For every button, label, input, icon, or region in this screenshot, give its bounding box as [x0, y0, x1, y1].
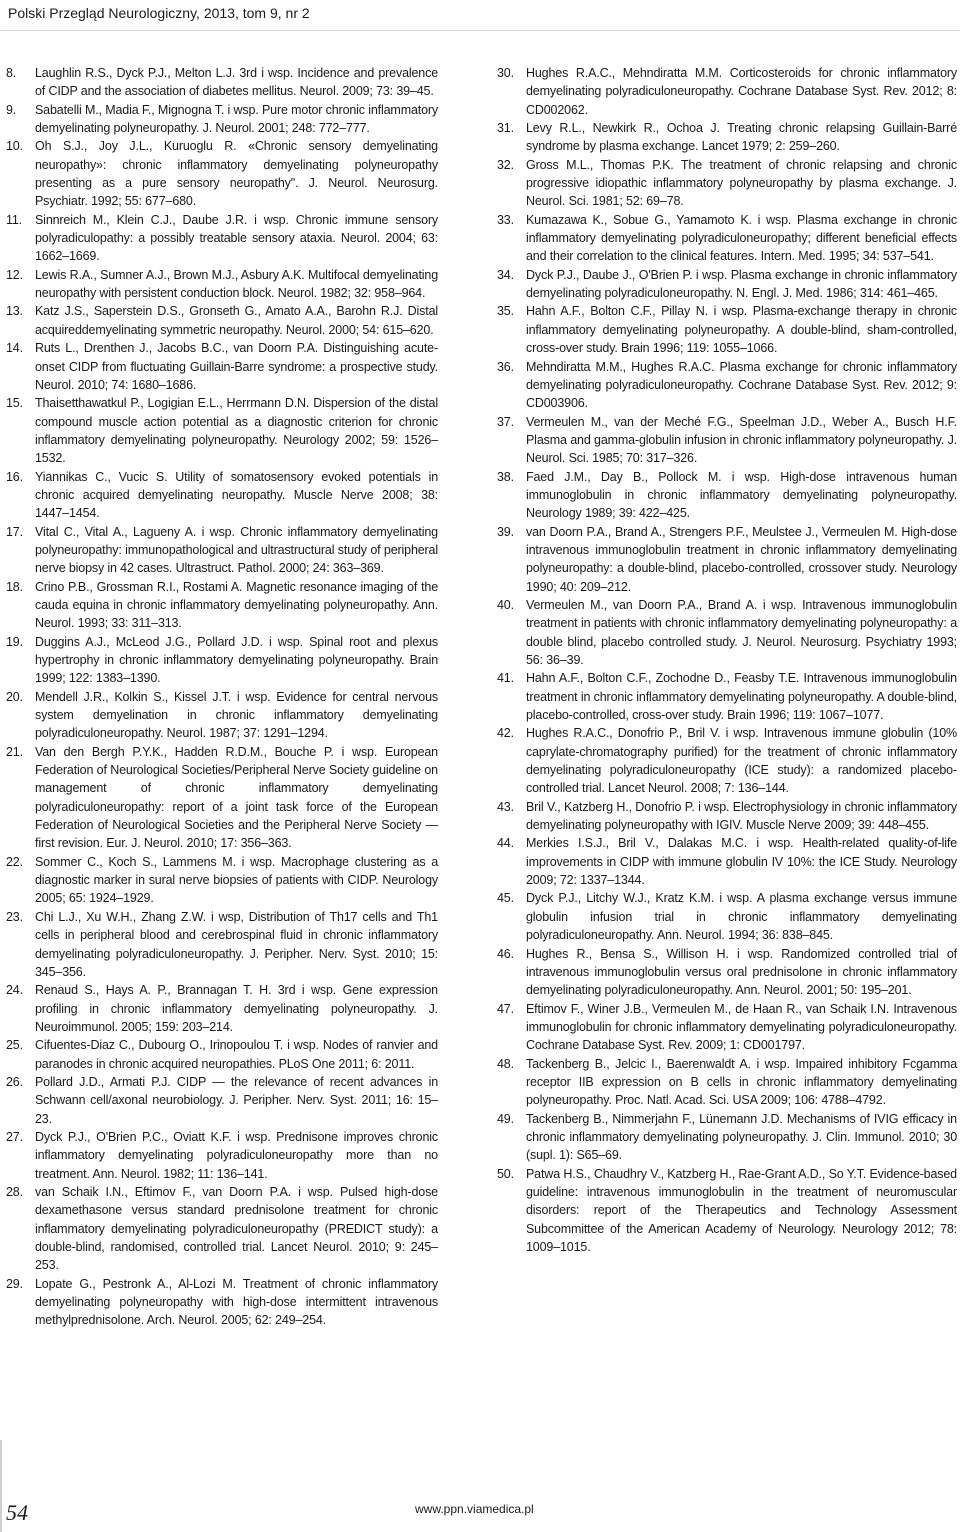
reference-text: Tackenberg B., Jelcic I., Baerenwaldt A. i wsp. Impaired inhibitory Fcgamma receptor IIB expression on B cells in chronic inflammatory demyelinating polyneuropathy. Proc. Natl. Acad. Sci. USA 2009; 106: 4788–4792. — [526, 1056, 957, 1108]
reference-text: Dyck P.J., Litchy W.J., Kratz K.M. i wsp. A plasma exchange versus immune globulin infusion trial in chronic inflammatory demyelinating polyradiculoneuropathy. Ann. Neurol. 1994; 36: 838–845. — [526, 891, 957, 943]
reference-text: Patwa H.S., Chaudhry V., Katzberg H., Rae-Grant A.D., So Y.T. Evidence-based guideline: intravenous immunoglobulin in the treatment of neuromuscular disorders: report of the Therapeutics and Technology Assessment Subcommittee of the American Academy of Neurology. Neurology 2012; 78: 1009–1015. — [526, 1166, 957, 1254]
reference-item — [497, 523, 957, 596]
reference-number: 43. — [497, 799, 514, 814]
reference-item — [497, 64, 957, 119]
reference-text: Oh S.J., Joy J.L., Kuruoglu R. «Chronic sensory demyelinating neuropathy»: chronic inflammatory demyelinating polyneuropathy presenting as a pure sensory neuropathy". J. Neurol. Neurosurg. Psychiatr. 1992; 55: 677–680. — [35, 139, 438, 209]
reference-item — [6, 468, 438, 523]
reference-item — [6, 101, 438, 138]
reference-item — [497, 211, 957, 266]
reference-item — [6, 853, 438, 908]
reference-number: 17. — [6, 524, 23, 539]
page-number: 54 — [6, 1500, 28, 1525]
reference-item — [6, 1128, 438, 1183]
reference-item — [6, 908, 438, 981]
reference-item — [497, 889, 957, 944]
reference-text: Dyck P.J., O'Brien P.C., Oviatt K.F. i wsp. Prednisone improves chronic inflammatory demyelinating polyradiculoneuropathy more than no treatment. Ann. Neurol. 1982; 11: 136–141. — [35, 1129, 438, 1181]
reference-text: Chi L.J., Xu W.H., Zhang Z.W. i wsp, Distribution of Th17 cells and Th1 cells in peripheral blood and cerebrospinal fluid in chronic inflammatory demyelinating polyradiculoneuropathy. J. Peripher. Nerv. Syst. 2010; 15: 345–356. — [35, 909, 438, 979]
reference-number: 30. — [497, 66, 514, 80]
reference-text: Duggins A.J., McLeod J.G., Pollard J.D. i wsp. Spinal root and plexus hypertrophy in chronic inflammatory demyelinating polyneuropathy. Brain 1999; 122: 1383–1390. — [35, 634, 438, 686]
reference-number: 25. — [6, 1038, 23, 1053]
reference-number: 36. — [497, 359, 514, 374]
reference-item — [497, 1000, 957, 1055]
reference-text: Katz J.S., Saperstein D.S., Gronseth G., Amato A.A., Barohn R.J. Distal acquireddemyelinating symmetric neuropathy. Neurol. 2000; 54: 615–620. — [35, 304, 438, 337]
reference-item — [6, 1073, 438, 1128]
reference-number: 50. — [497, 1166, 514, 1181]
reference-item — [6, 578, 438, 633]
reference-item — [497, 119, 957, 156]
reference-text: Hahn A.F., Bolton C.F., Pillay N. i wsp. Plasma-exchange therapy in chronic inflammatory demyelinating polyneuropathy. A double-blind, sham-controlled, cross-over study. Brain 1996; 119: 1055–1066. — [526, 304, 957, 356]
reference-number: 14. — [6, 341, 23, 356]
journal-header — [0, 0, 960, 30]
reference-text: Laughlin R.S., Dyck P.J., Melton L.J. 3rd i wsp. Incidence and prevalence of CIDP and the association of diabetes mellitus. Neurol. 2009; 73: 39–45. — [35, 66, 438, 99]
reference-number: 27. — [6, 1129, 23, 1144]
reference-number: 24. — [6, 983, 23, 998]
reference-number: 34. — [497, 267, 514, 282]
reference-item — [497, 798, 957, 835]
reference-item — [6, 137, 438, 210]
reference-text: Ruts L., Drenthen J., Jacobs B.C., van Doorn P.A. Distinguishing acute-onset CIDP from fluctuating Guillain-Barre syndrome: a prospective study. Neurol. 2010; 74: 1680–1686. — [35, 341, 438, 392]
reference-text: Bril V., Katzberg H., Donofrio P. i wsp. Electrophysiology in chronic inflammatory demyelinating polyneuropathy with IGIV. Muscle Nerve 2009; 39: 448–455. — [526, 799, 957, 833]
reference-text: Vermeulen M., van Doorn P.A., Brand A. i wsp. Intravenous immunoglobulin treatment in patients with chronic inflammatory demyelinating polyneuropathy: a double blind, placebo controlled study. J. Neurol. Neurosurg. Psychiatry 1993; 56: 36–39. — [526, 597, 957, 667]
reference-number: 13. — [6, 304, 23, 319]
reference-item — [6, 302, 438, 339]
reference-text: Yiannikas C., Vucic S. Utility of somatosensory evoked potentials in chronic acquired demyelinating neuropathy. Muscle Nerve 2008; 38: 1447–1454. — [35, 469, 438, 521]
reference-number: 48. — [497, 1056, 514, 1071]
reference-text: Pollard J.D., Armati P.J. CIDP — the relevance of recent advances in Schwann cell/axonal neurobiology. J. Peripher. Nerv. Syst. 2011; 16: 15–23. — [35, 1074, 438, 1126]
reference-number: 16. — [6, 469, 23, 484]
reference-number: 12. — [6, 267, 23, 282]
reference-item — [497, 834, 957, 889]
reference-text: Gross M.L., Thomas P.K. The treatment of chronic relapsing and chronic progressive idiopathic inflammatory polyneuropathy by plasma exchange. J. Neurol. Sci. 1981; 52: 69–78. — [526, 157, 957, 209]
reference-text: Hahn A.F., Bolton C.F., Zochodne D., Feasby T.E. Intravenous immunoglobulin treatment in chronic inflammatory demyelinating polyneuropathy. A double-blind, placebo-controlled, cross-over study. Brain 1996; 119: 1067–1077. — [526, 671, 957, 723]
reference-text: Lopate G., Pestronk A., Al-Lozi M. Treatment of chronic inflammatory demyelinating polyneuropathy with high-dose intermittent intravenous methylprednisolone. Arch. Neurol. 2005; 62: 249–254. — [35, 1276, 438, 1328]
reference-number: 35. — [497, 304, 514, 319]
reference-item — [6, 266, 438, 303]
reference-item — [6, 743, 438, 853]
reference-item — [497, 1165, 957, 1257]
reference-number: 40. — [497, 597, 514, 612]
reference-text: Renaud S., Hays A. P., Brannagan T. H. 3rd i wsp. Gene expression profiling in chronic inflammatory demyelinating polyneuropathy. J. Neuroimmunol. 2005; 159: 203–214. — [35, 983, 438, 1034]
reference-item — [6, 1183, 438, 1275]
reference-text: Merkies I.S.J., Bril V., Dalakas M.C. i wsp. Health-related quality-of-life improvements in CIDP with immune globulin IV 10%: the ICE Study. Neurology 2009; 72: 1337–1344. — [526, 836, 957, 888]
reference-number: 41. — [497, 671, 514, 686]
reference-text: Kumazawa K., Sobue G., Yamamoto K. i wsp. Plasma exchange in chronic inflammatory demyelinating polyradiculoneuropathy; different beneficial effects and their correlation to the clinical features. Intern. Med. 1995; 34: 537–541. — [526, 212, 957, 264]
reference-number: 18. — [6, 579, 23, 594]
reference-text: Thaisetthawatkul P., Logigian E.L., Herrmann D.N. Dispersion of the distal compound muscle action potential as a diagnostic criterion for chronic inflammatory demyelinating polyneuropathy. Neurology 2002; 59: 1526–1532. — [35, 396, 438, 466]
header-divider — [0, 30, 960, 31]
references-right-column — [497, 64, 957, 1256]
reference-number: 19. — [6, 634, 23, 649]
reference-item — [6, 1275, 438, 1330]
reference-item — [6, 64, 438, 101]
reference-item — [497, 302, 957, 357]
reference-number: 22. — [6, 854, 23, 869]
reference-number: 28. — [6, 1184, 23, 1199]
reference-item — [497, 1110, 957, 1165]
reference-item — [6, 394, 438, 467]
reference-item — [497, 358, 957, 413]
reference-text: Hughes R.A.C., Mehndiratta M.M. Corticosteroids for chronic inflammatory demyelinating polyradiculoneuropathy. Cochrane Database Syst. Rev. 2012; 8: CD002062. — [526, 66, 957, 117]
reference-number: 29. — [6, 1276, 23, 1291]
reference-number: 33. — [497, 212, 514, 227]
reference-number: 11. — [6, 212, 22, 227]
footer-url[interactable]: www.ppn.viamedica.pl — [415, 1502, 534, 1516]
reference-item — [6, 523, 438, 578]
reference-item — [6, 688, 438, 743]
reference-text: Tackenberg B., Nimmerjahn F., Lünemann J.D. Mechanisms of IVIG efficacy in chronic inflammatory demyelinating polyneuropathy. J. Clin. Immunol. 2010; 30 (supl. 1): S65–69. — [526, 1111, 957, 1163]
reference-text: Vermeulen M., van der Meché F.G., Speelman J.D., Weber A., Busch H.F. Plasma and gamma-globulin infusion in chronic inflammatory polyneuropathy. J. Neurol. Sci. 1985; 70: 317–326. — [526, 414, 957, 466]
reference-item — [497, 1055, 957, 1110]
reference-number: 8. — [6, 66, 17, 80]
reference-number: 23. — [6, 909, 23, 924]
reference-number: 42. — [497, 726, 514, 741]
reference-text: Mendell J.R., Kolkin S., Kissel J.T. i wsp. Evidence for central nervous system demyelination in chronic inflammatory demyelinating polyradiculoneuropathy. Neurol. 1987; 37: 1291–1294. — [35, 689, 438, 741]
reference-item — [497, 156, 957, 211]
reference-number: 26. — [6, 1074, 23, 1089]
reference-number: 21. — [6, 744, 23, 759]
reference-text: Dyck P.J., Daube J., O'Brien P. i wsp. Plasma exchange in chronic inflammatory demyelinating polyradiculoneuropathy. N. Engl. J. Med. 1986; 314: 461–465. — [526, 267, 957, 301]
reference-text: Sabatelli M., Madia F., Mignogna T. i wsp. Pure motor chronic inflammatory demyelinating polyneuropathy. J. Neurol. 2001; 248: 772–777. — [35, 102, 438, 136]
reference-number: 45. — [497, 891, 514, 906]
reference-text: van Doorn P.A., Brand A., Strengers P.F., Meulstee J., Vermeulen M. High-dose intravenous immunoglobulin treatment in chronic inflammatory demyelinating polyneuropathy: a double-blind, placebo-controlled, crossover study. Neurology 1990; 40: 209–212. — [526, 524, 957, 594]
margin-rule — [0, 1440, 2, 1532]
reference-number: 38. — [497, 469, 514, 484]
reference-text: Mehndiratta M.M., Hughes R.A.C. Plasma exchange for chronic inflammatory demyelinating polyradiculoneuropathy. Cochrane Database Syst. Rev. 2012; 9: CD003906. — [526, 359, 957, 411]
reference-item — [497, 596, 957, 669]
reference-item — [6, 633, 438, 688]
reference-text: Crino P.B., Grossman R.I., Rostami A. Magnetic resonance imaging of the cauda equina in chronic inflammatory demyelinating polyneuropathy. Ann. Neurol. 1993; 33: 311–313. — [35, 579, 438, 631]
reference-number: 47. — [497, 1001, 514, 1016]
reference-text: Vital C., Vital A., Lagueny A. i wsp. Chronic inflammatory demyelinating polyneuropathy: immunopathological and ultrastructural study of peripheral nerve biopsy in 42 cases. Ultrastruct. Pathol. 2000; 24: 363–369. — [35, 524, 438, 576]
reference-text: Eftimov F., Winer J.B., Vermeulen M., de Haan R., van Schaik I.N. Intravenous immunoglobulin for chronic inflammatory demyelinating polyradiculoneuropathy. Cochrane Database Syst. Rev. 2009; 1: CD001797. — [526, 1001, 957, 1053]
reference-item — [6, 1036, 438, 1073]
references-left-column — [6, 64, 438, 1330]
reference-item — [497, 669, 957, 724]
reference-text: Faed J.M., Day B., Pollock M. i wsp. High-dose intravenous human immunoglobulin in chronic inflammatory demyelinating polyneuropathy. Neurology 1989; 39: 422–425. — [526, 469, 957, 521]
reference-number: 37. — [497, 414, 514, 429]
reference-item — [6, 211, 438, 266]
reference-number: 44. — [497, 836, 514, 851]
reference-text: Van den Bergh P.Y.K., Hadden R.D.M., Bouche P. i wsp. European Federation of Neurological Societies/Peripheral Nerve Society guideline on management of chronic inflammatory demyelinating polyradiculoneuropathy: report of a joint task force of the European Federation of Neurological Societies and the Peripheral Nerve Society — first revision. Eur. J. Neurol. 2010; 17: 356–363. — [35, 744, 438, 851]
reference-item — [497, 413, 957, 468]
reference-item — [497, 724, 957, 797]
reference-number: 32. — [497, 157, 514, 172]
reference-number: 10. — [6, 139, 23, 154]
reference-number: 46. — [497, 946, 514, 961]
reference-item — [497, 266, 957, 303]
reference-item — [6, 981, 438, 1036]
reference-text: Cifuentes-Diaz C., Dubourg O., Irinopoulou T. i wsp. Nodes of ranvier and paranodes in chronic acquired neuropathies. PLoS One 2011; 6: 2011. — [35, 1038, 438, 1071]
reference-number: 49. — [497, 1111, 514, 1126]
reference-text: van Schaik I.N., Eftimov F., van Doorn P.A. i wsp. Pulsed high-dose dexamethasone versus standard prednisolone treatment for chronic inflammatory demyelinating polyradiculoneuropathy (PREDICT study): a double-blind, randomised, controlled trial. Lancet Neurol. 2010; 9: 245–253. — [35, 1184, 438, 1273]
reference-number: 9. — [6, 102, 17, 117]
reference-text: Lewis R.A., Sumner A.J., Brown M.J., Asbury A.K. Multifocal demyelinating neuropathy with persistent conduction block. Neurol. 1982; 32: 958–964. — [35, 267, 438, 301]
reference-text: Sinnreich M., Klein C.J., Daube J.R. i wsp. Chronic immune sensory polyradiculopathy: a possibly treatable sensory ataxia. Neurol. 2004; 63: 1662–1669. — [35, 212, 438, 264]
journal-title: Polski Przegląd Neurologiczny, 2013, tom 9, nr 2 — [8, 5, 310, 21]
reference-number: 20. — [6, 689, 23, 704]
reference-number: 15. — [6, 396, 23, 411]
reference-text: Hughes R.A.C., Donofrio P., Bril V. i wsp. Intravenous immune globulin (10% caprylate-chromatography purified) for the treatment of chronic inflammatory demyelinating polyradiculoneuropathy (ICE study): a randomized placebo-controlled trial. Lancet Neurol. 2008; 7: 136–144. — [526, 726, 957, 796]
reference-text: Hughes R., Bensa S., Willison H. i wsp. Randomized controlled trial of intravenous immunoglobulin versus oral prednisolone in chronic inflammatory demyelinating polyradiculoneuropathy. Ann. Neurol. 2001; 50: 195–201. — [526, 946, 957, 998]
reference-item — [6, 339, 438, 394]
reference-item — [497, 945, 957, 1000]
reference-number: 39. — [497, 524, 514, 539]
reference-number: 31. — [497, 121, 514, 136]
reference-item — [497, 468, 957, 523]
reference-text: Sommer C., Koch S., Lammens M. i wsp. Macrophage clustering as a diagnostic marker in sural nerve biopsies of patients with CIDP. Neurology 2005; 65: 1924–1929. — [35, 854, 438, 906]
reference-text: Levy R.L., Newkirk R., Ochoa J. Treating chronic relapsing Guillain-Barré syndrome by plasma exchange. Lancet 1979; 2: 259–260. — [526, 121, 957, 154]
